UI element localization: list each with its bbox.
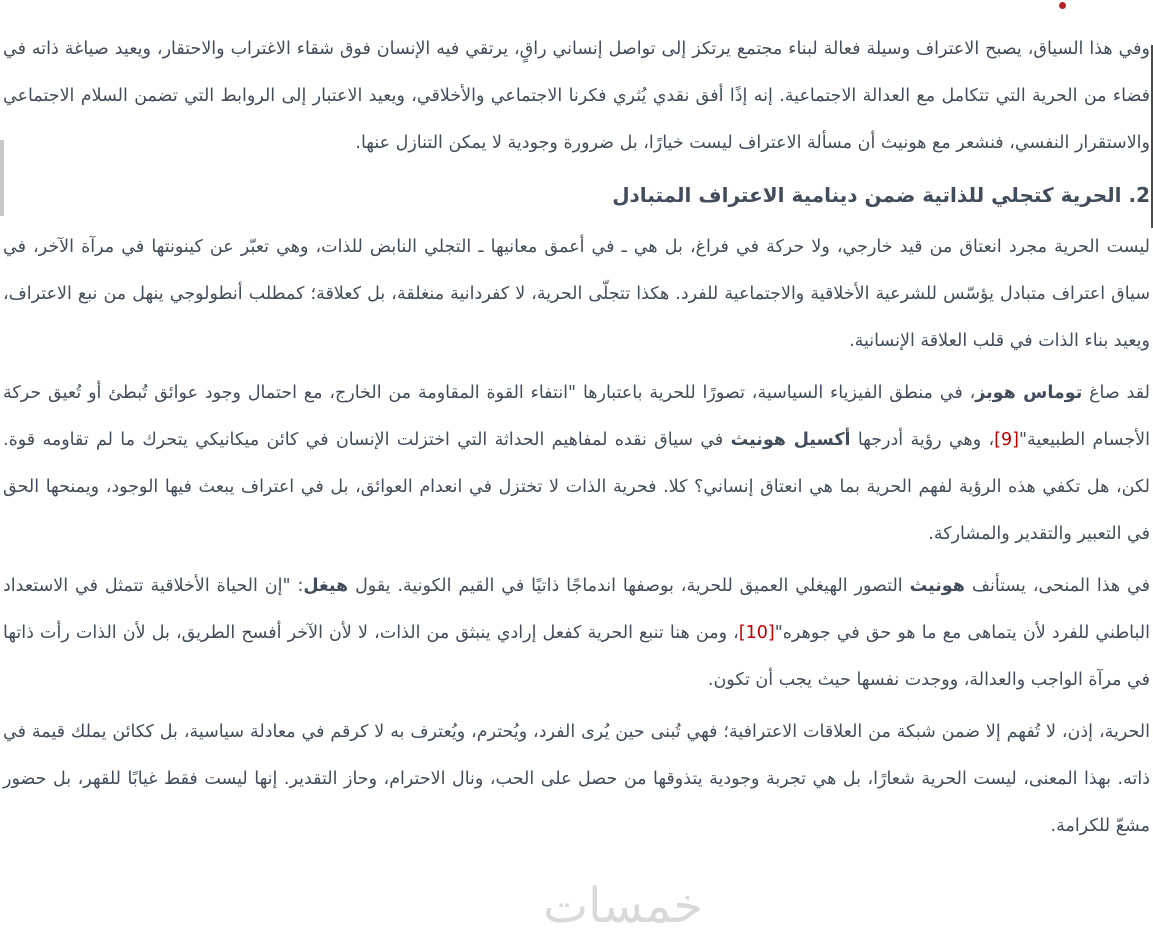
paragraph	[3, 370, 1150, 558]
text-run: ، في منطق الفيزياء السياسية، تصورًا للحرية باعتبارها "انتفاء القوة المقاومة من الخارج، مع احتمال وجود عوائق تُبطئ أو تُعيق حركة الأجسام الطبيعية"	[3, 383, 1150, 450]
text-run: : "إن الحياة الأخلاقية تتمثل في الاستعداد الباطني للفرد لأن يتماهى مع ما هو حق في جوهره"	[3, 576, 1150, 643]
text-run: التصور الهيغلي العميق للحرية، بوصفها اندماجًا ذاتيًا في القيم الكونية. يقول	[348, 576, 910, 596]
emphasized-name: توماس هوبز	[975, 383, 1083, 403]
section-heading	[3, 172, 1150, 219]
text-run: لقد صاغ	[1082, 383, 1150, 403]
emphasized-name: أكسيل هونيث	[730, 430, 851, 450]
text-run: في سياق نقده لمفاهيم الحداثة التي اختزلت الإنسان في كائن ميكانيكي يتحرك ما لم تقاومه قوة. لكن، هل تكفي هذه الرؤية لفهم الحرية بما هي انعتاق إنساني؟ كلا. فحرية الذات لا تختزل في انعدام العوائق، بل في اعتراف يبعث فيها الوجود، ويمنحها الحق في التعبير والتقدير والمشاركة.	[3, 430, 1150, 544]
text-run: في هذا المنحى، يستأنف	[964, 576, 1151, 596]
text-run: الحرية، إذن، لا تُفهم إلا ضمن شبكة من العلاقات الاعترافية؛ فهي تُبنى حين يُرى الفرد، ويُحترم، ويُعترف به لا كرقم في معادلة سياسية، بل ككائن يملك قيمة في ذاته. بهذا المعنى، ليست الحرية شعارًا، بل هي تجربة وجودية يتذوقها من حصل على الحب، ونال الاحترام، وحاز التقدير. إنها ليست فقط غيابًا للقهر، بل حضور مشعّ للكرامة.	[3, 722, 1150, 836]
emphasized-name: هونيث	[909, 576, 965, 596]
paragraph	[3, 709, 1150, 850]
text-run: 2. الحرية كتجلي للذاتية ضمن دينامية الاعتراف المتبادل	[612, 183, 1150, 207]
red-dot-marker	[1059, 2, 1066, 9]
citation-ref[interactable]: [10]	[738, 623, 775, 643]
khamsat-watermark: خمسات	[542, 878, 704, 934]
paragraph	[3, 563, 1150, 704]
text-run: وفي هذا السياق، يصبح الاعتراف وسيلة فعالة لبناء مجتمع يرتكز إلى تواصل إنساني راقٍ، يرتقي فيه الإنسان فوق شقاء الاغتراب والاحتقار، ويعيد صياغة ذاته في فضاء من الحرية التي تتكامل مع العدالة الاجتماعية. إنه إذًا أفق نقدي يُثري فكرنا الاجتماعي والأخلاقي، ويعيد الاعتبار إلى الروابط التي تضمن السلام الاجتماعي والاستقرار النفسي، فنشعر مع هونيث أن مسألة الاعتراف ليست خيارًا، بل ضرورة وجودية لا يمكن التنازل عنها.	[3, 39, 1150, 153]
paragraph	[3, 26, 1150, 167]
paragraph	[3, 224, 1150, 365]
citation-ref[interactable]: [9]	[994, 430, 1019, 450]
text-run: ليست الحرية مجرد انعتاق من قيد خارجي، ولا حركة في فراغ، بل هي ـ في أعمق معانيها ـ التجلي النابض للذات، وهي تعبّر عن كينونتها في مرآة الآخر، في سياق اعتراف متبادل يؤسّس للشرعية الأخلاقية والاجتماعية للفرد. هكذا تتجلّى الحرية، لا كفردانية منغلقة، بل كعلاقة؛ كمطلب أنطولوجي ينهل من نبع الاعتراف، ويعيد بناء الذات في قلب العلاقة الإنسانية.	[3, 237, 1150, 351]
scrollbar-thumb[interactable]	[0, 140, 4, 216]
emphasized-name: هيغل	[303, 576, 349, 596]
text-run: ، ومن هنا تنبع الحرية كفعل إرادي ينبثق من الذات، لا لأن الآخر أفسح الطريق، بل لأن الذات رأت ذاتها في مرآة الواجب والعدالة، ووجدت نفسها حيث يجب أن تكون.	[3, 623, 1150, 690]
text-run: ، وهي رؤية أدرجها	[850, 430, 995, 450]
